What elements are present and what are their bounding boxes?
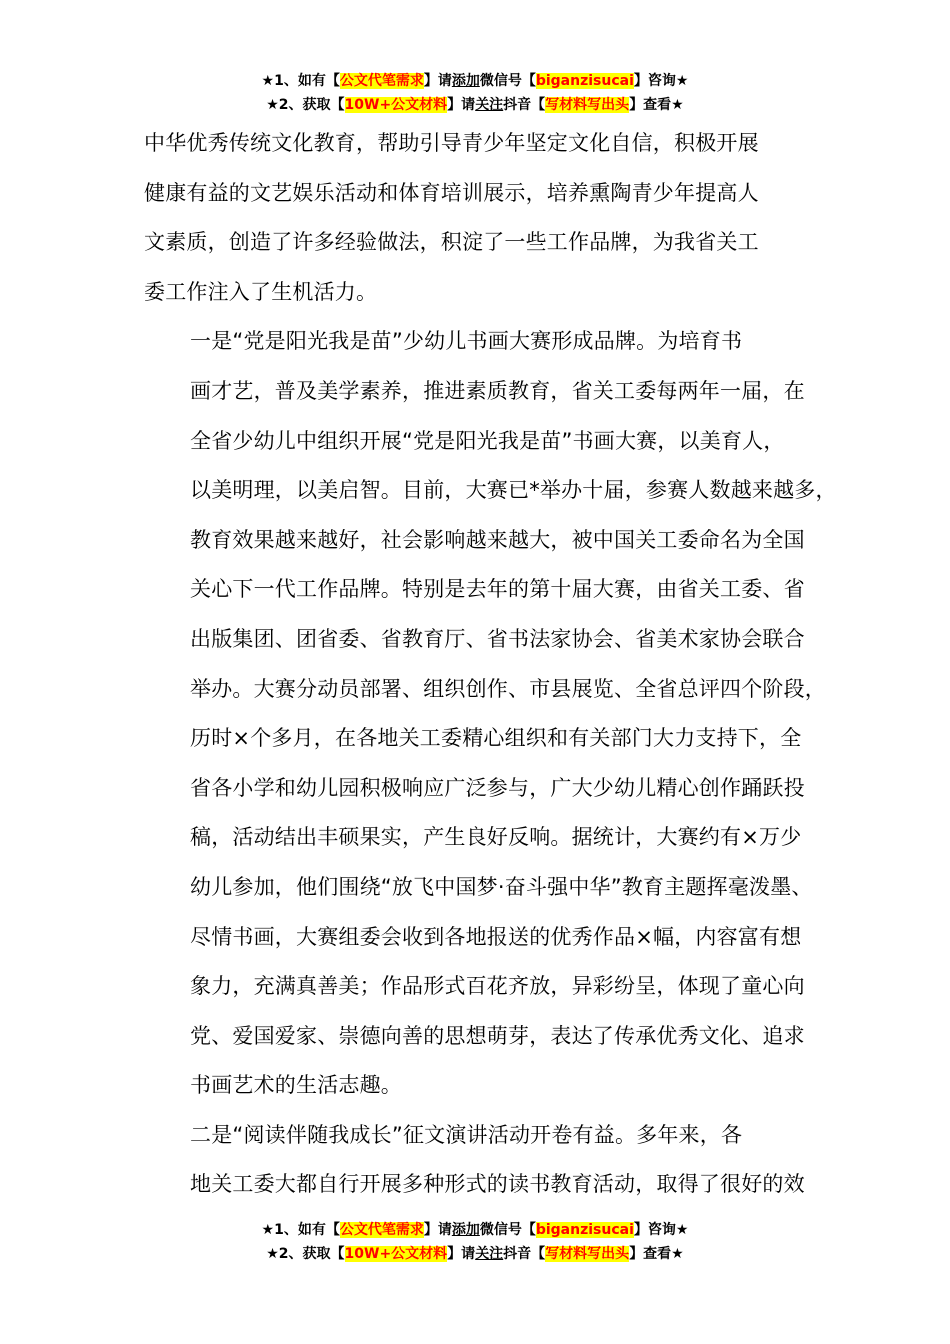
promo-text: 微信号【 <box>479 73 536 89</box>
promo-line-1 <box>0 1218 950 1242</box>
promo-text: 】查看★ <box>629 97 684 113</box>
text-line: 书画艺术的生活志趣。 <box>190 1073 402 1098</box>
promo-text: 】请 <box>447 97 476 113</box>
promo-text: 】咨询★ <box>633 73 689 89</box>
text-line: 以美明理，以美启智。目前，大赛已*举办十届，参赛人数越来越多， <box>190 478 837 503</box>
promo-highlight: 10W+公文材料 <box>344 97 448 113</box>
promo-underline: 添加 <box>451 73 480 89</box>
promo-text: ★2、获取【 <box>266 97 345 113</box>
text-line: 地关工委大都自行开展多种形式的读书教育活动，取得了很好的效 <box>190 1172 805 1197</box>
paragraph-reading-activity <box>144 1111 824 1210</box>
promo-wechat-id: biganzisucai <box>535 1222 634 1238</box>
text-line: 健康有益的文艺娱乐活动和体育培训展示，培养熏陶青少年提高人 <box>144 180 759 205</box>
promo-text: ★1、如有【 <box>261 1222 340 1238</box>
promo-douyin-id: 写材料写出头 <box>545 1246 630 1262</box>
text-line: 二是“阅读伴随我成长”征文演讲活动开卷有益。多年来，各 <box>190 1122 743 1147</box>
text-line: 稿，活动结出丰硕果实，产生良好反响。据统计，大赛约有×万少 <box>190 825 802 850</box>
document-body <box>144 119 837 1210</box>
paragraph-continued <box>144 119 824 317</box>
text-line: 象力，充满真善美；作品形式百花齐放，异彩纷呈，体现了童心向 <box>190 974 805 999</box>
text-line: 教育效果越来越好，社会影响越来越大，被中国关工委命名为全国 <box>190 527 805 552</box>
text-line: 全省少幼儿中组织开展“党是阳光我是苗”书画大赛，以美育人， <box>190 428 785 453</box>
header-promo-banner <box>0 69 950 117</box>
text-line: 尽情书画，大赛组委会收到各地报送的优秀作品×幅，内容富有想 <box>190 924 802 949</box>
paragraph-painting-contest <box>144 317 837 1111</box>
text-line: 举办。大赛分动员部署、组织创作、市县展览、全省总评四个阶段， <box>190 676 826 701</box>
promo-highlight: 公文代笔需求 <box>339 1222 424 1238</box>
promo-highlight: 公文代笔需求 <box>339 73 424 89</box>
promo-text: 抖音【 <box>503 97 546 113</box>
promo-line-2 <box>0 93 950 117</box>
text-line: 画才艺，普及美学素养，推进素质教育，省关工委每两年一届，在 <box>190 378 805 403</box>
promo-underline: 添加 <box>451 1222 480 1238</box>
promo-text: 】请 <box>423 73 452 89</box>
text-line: 一是“党是阳光我是苗”少幼儿书画大赛形成品牌。为培育书 <box>190 329 743 354</box>
text-line: 文素质，创造了许多经验做法，积淀了一些工作品牌，为我省关工 <box>144 230 759 255</box>
promo-line-2 <box>0 1242 950 1266</box>
promo-text: 微信号【 <box>479 1222 536 1238</box>
text-line: 历时×个多月，在各地关工委精心组织和有关部门大力支持下，全 <box>190 726 802 751</box>
text-line: 党、爱国爱家、崇德向善的思想萌芽，表达了传承优秀文化、追求 <box>190 1023 805 1048</box>
promo-text: ★2、获取【 <box>266 1246 345 1262</box>
promo-text: 】请 <box>447 1246 476 1262</box>
text-line: 出版集团、团省委、省教育厅、省书法家协会、省美术家协会联合 <box>190 626 805 651</box>
text-line: 关心下一代工作品牌。特别是去年的第十届大赛，由省关工委、省 <box>190 577 805 602</box>
text-line: 中华优秀传统文化教育，帮助引导青少年坚定文化自信，积极开展 <box>144 131 759 155</box>
text-line: 委工作注入了生机活力。 <box>144 279 378 304</box>
promo-wechat-id: biganzisucai <box>535 73 634 89</box>
text-line: 省各小学和幼儿园积极响应广泛参与，广大少幼儿精心创作踊跃投 <box>190 775 805 800</box>
promo-text: 】请 <box>423 1222 452 1238</box>
promo-text: ★1、如有【 <box>261 73 340 89</box>
promo-underline: 关注 <box>475 97 504 113</box>
promo-text: 】咨询★ <box>633 1222 689 1238</box>
footer-promo-banner <box>0 1218 950 1266</box>
promo-underline: 关注 <box>475 1246 504 1262</box>
promo-text: 】查看★ <box>629 1246 684 1262</box>
promo-douyin-id: 写材料写出头 <box>545 97 630 113</box>
promo-text: 抖音【 <box>503 1246 546 1262</box>
promo-highlight: 10W+公文材料 <box>344 1246 448 1262</box>
text-line: 幼儿参加，他们围绕“放飞中国梦·奋斗强中华”教育主题挥毫泼墨、 <box>190 874 813 899</box>
promo-line-1 <box>0 69 950 93</box>
